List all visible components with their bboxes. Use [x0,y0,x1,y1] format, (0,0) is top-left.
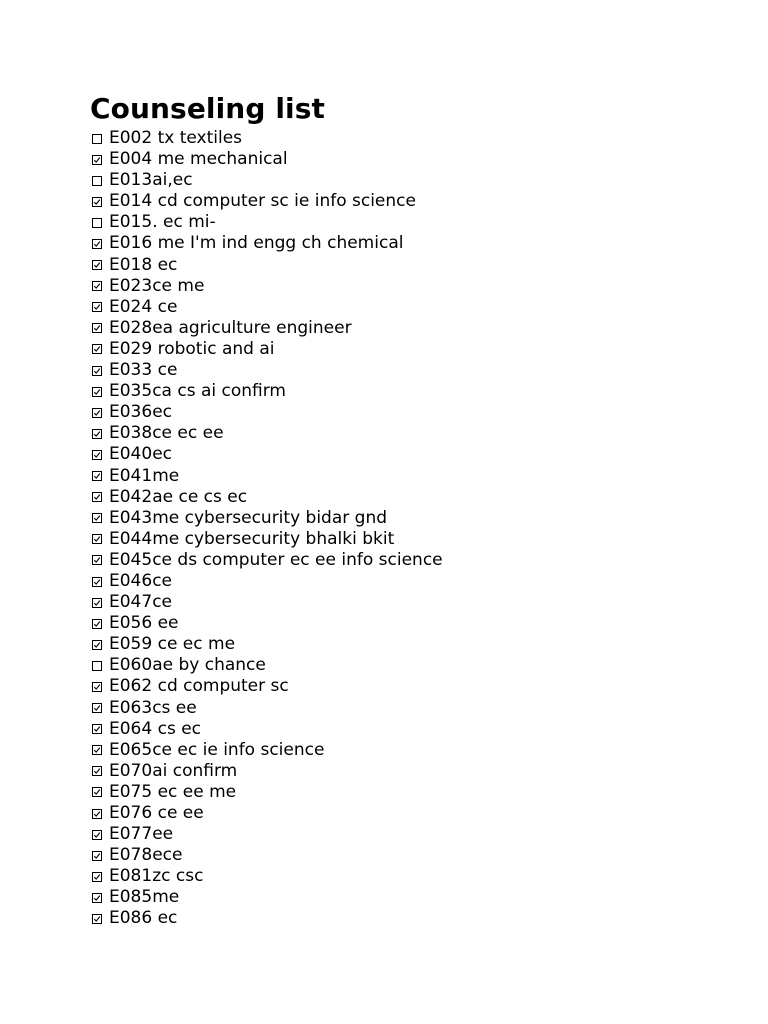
checklist-item-label: E013ai,ec [109,170,193,191]
checkbox-checked[interactable] [92,640,102,650]
checkmark-icon [93,831,101,839]
checklist-item [90,529,748,550]
checkmark-icon [93,388,101,396]
checklist-item [90,381,748,402]
checklist-item-label: E056 ee [109,613,179,634]
checkmark-icon [93,156,101,164]
checkbox-checked[interactable] [92,703,102,713]
checkmark-icon [93,725,101,733]
checkmark-icon [93,198,101,206]
checkbox-checked[interactable] [92,809,102,819]
checklist-item [90,887,748,908]
checklist-item-label: E062 cd computer sc [109,676,289,697]
checklist-item-label: E014 cd computer sc ie info science [109,191,416,212]
checklist-item [90,297,748,318]
checkmark-icon [93,788,101,796]
checklist-item [90,212,748,233]
checkmark-icon [93,493,101,501]
checkmark-icon [93,367,101,375]
checklist-item-label: E076 ce ee [109,803,204,823]
checklist-item [90,908,748,929]
checklist-item [90,782,748,803]
checkmark-icon [93,852,101,860]
checklist-item [90,571,748,592]
checklist-item-label: E075 ec ee me [109,781,237,802]
checkbox-checked[interactable] [92,598,102,608]
checklist-item [90,255,748,276]
checklist-item [90,676,748,697]
checkmark-icon [93,514,101,522]
checkbox-checked[interactable] [92,577,102,587]
checklist-item-label: E024 ce [109,296,178,317]
checkbox-checked[interactable] [92,787,102,797]
checkbox-checked[interactable] [92,619,102,629]
document-page [90,90,748,930]
checklist-item [90,592,748,613]
checklist-item [90,803,748,824]
checklist-item-label: E047ce [109,592,172,613]
checklist-item-label: E035ca cs ai confirm [109,381,286,402]
checkbox-checked[interactable] [92,872,102,882]
checkmark-icon [93,915,101,923]
checkbox-checked[interactable] [92,724,102,734]
checkbox-checked[interactable] [92,492,102,502]
checklist-item [90,466,748,487]
checkbox-checked[interactable] [92,239,102,249]
checkbox-checked[interactable] [92,682,102,692]
checklist-item-label: E028ea agriculture engineer [109,317,352,338]
checklist-item-label: E081zc csc [109,866,204,887]
checkmark-icon [93,599,101,607]
checklist-item [90,276,748,297]
checklist-item [90,170,748,191]
checklist-item [90,634,748,655]
checkbox-checked[interactable] [92,766,102,776]
checkmark-icon [93,894,101,902]
checkbox-checked[interactable] [92,344,102,354]
checkbox-checked[interactable] [92,260,102,270]
checklist-item [90,655,748,676]
checklist-item [90,698,748,719]
checkmark-icon [93,282,101,290]
checklist-item-label: E043me cybersecurity bidar gnd [109,507,388,528]
checklist-item [90,613,748,634]
checkmark-icon [93,345,101,353]
checkbox-checked[interactable] [92,471,102,481]
checkbox-checked[interactable] [92,197,102,207]
checklist-item-label: E045ce ds computer ec ee info science [109,549,443,570]
checklist-item-label: E004 me mechanical [109,149,288,170]
checklist-item [90,508,748,529]
checkbox-checked[interactable] [92,155,102,165]
checklist-item-label: E018 ec [109,254,178,275]
checklist-item [90,128,748,149]
checkmark-icon [93,409,101,417]
checklist-item [90,866,748,887]
checklist-item [90,444,748,465]
checklist-item-label: E070ai confirm [109,760,238,781]
checkbox-unchecked[interactable] [92,134,102,144]
checklist-item [90,550,748,571]
checkbox-checked[interactable] [92,851,102,861]
checklist-item-label: E077ee [109,824,174,845]
checkbox-checked[interactable] [92,450,102,460]
checkmark-icon [93,683,101,691]
checklist-item-label: E033 ce [109,360,178,381]
checkbox-checked[interactable] [92,893,102,903]
checklist-item [90,423,748,444]
checkmark-icon [93,810,101,818]
checklist-item-label: E029 robotic and ai [109,338,275,359]
checkmark-icon [93,240,101,248]
checklist-item-label: E060ae by chance [109,655,266,676]
checklist-item-label: E015. ec mi- [109,212,216,233]
checkmark-icon [93,578,101,586]
checklist-item [90,487,748,508]
checklist-item [90,402,748,423]
checkbox-checked[interactable] [92,323,102,333]
checkbox-checked[interactable] [92,555,102,565]
checklist-item-label: E063cs ee [109,697,197,718]
checklist-item-label: E038ce ec ee [109,423,224,444]
checklist-item [90,360,748,381]
checklist-item-label: E036ec [109,402,172,423]
checklist-item [90,339,748,360]
checkbox-unchecked[interactable] [92,218,102,228]
document-title: Counseling list [90,92,325,125]
checkbox-checked[interactable] [92,745,102,755]
checklist-item-label: E065ce ec ie info science [109,739,325,760]
checklist-item-label: E002 tx textiles [109,128,243,148]
checkmark-icon [93,324,101,332]
checkmark-icon [93,873,101,881]
checklist-item [90,761,748,782]
checklist-item [90,740,748,761]
checkmark-icon [93,641,101,649]
checkmark-icon [93,620,101,628]
checklist-item-label: E085me [109,887,180,908]
checklist-item-label: E059 ce ec me [109,634,236,655]
checklist-item-label: E046ce [109,570,172,591]
checkmark-icon [93,430,101,438]
checkmark-icon [93,556,101,564]
checklist [90,128,748,930]
checkbox-unchecked[interactable] [92,661,102,671]
checkbox-checked[interactable] [92,429,102,439]
checkbox-checked[interactable] [92,366,102,376]
checklist-item [90,719,748,740]
checkbox-checked[interactable] [92,914,102,924]
checkmark-icon [93,451,101,459]
checkmark-icon [93,704,101,712]
checklist-item [90,845,748,866]
checklist-item [90,824,748,845]
checkbox-checked[interactable] [92,830,102,840]
checkbox-checked[interactable] [92,387,102,397]
checklist-item-label: E044me cybersecurity bhalki bkit [109,528,395,549]
checklist-item [90,233,748,254]
checklist-item-label: E064 cs ec [109,718,202,739]
checkbox-unchecked[interactable] [92,176,102,186]
checklist-item-label: E086 ec [109,908,178,929]
checkmark-icon [93,746,101,754]
checkmark-icon [93,535,101,543]
checklist-item-label: E040ec [109,444,172,465]
checklist-item [90,318,748,339]
checklist-item-label: E042ae ce cs ec [109,486,248,507]
checklist-item-label: E023ce me [109,275,205,296]
checkmark-icon [93,303,101,311]
checkbox-checked[interactable] [92,408,102,418]
checkbox-checked[interactable] [92,281,102,291]
checklist-item-label: E078ece [109,845,183,866]
checkbox-checked[interactable] [92,513,102,523]
checkbox-checked[interactable] [92,534,102,544]
checkmark-icon [93,472,101,480]
checklist-item [90,149,748,170]
checkbox-checked[interactable] [92,302,102,312]
checkmark-icon [93,767,101,775]
checklist-item-label: E016 me I'm ind engg ch chemical [109,233,404,254]
checklist-item-label: E041me [109,465,180,486]
checklist-item [90,191,748,212]
checkmark-icon [93,261,101,269]
